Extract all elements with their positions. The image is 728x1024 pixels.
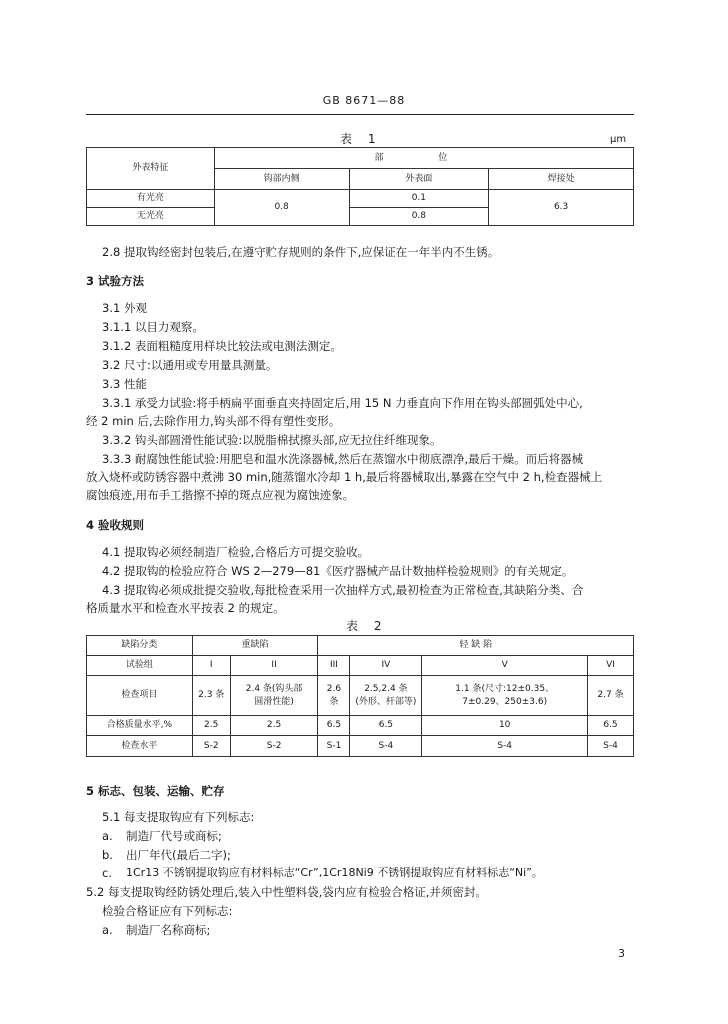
table1-hook-inner-value: 0.8 [214, 190, 349, 226]
clause-3-3: 3.3 性能 [102, 377, 147, 391]
clause-3-3-3-line3: 腐蚀痕迹,用布手工揩擦不掉的斑点应视为腐蚀迹象。 [86, 488, 355, 502]
table2-header-aql: 合格质量水平,% [87, 716, 193, 736]
table2-item: 2.6 条 [318, 676, 350, 716]
table2-level: S-4 [422, 736, 588, 757]
clause-5-1: 5.1 每支提取钩应有下列标志: [102, 810, 255, 824]
table2-aql: 6.5 [318, 716, 350, 736]
table2-item-line: 2.4 条(钩头部 [245, 684, 303, 695]
clause-2-8: 2.8 提取钩经密封包装后,在遵守贮存规则的条件下,应保证在一年半内不生锈。 [102, 245, 500, 259]
table2-group: II [230, 656, 318, 676]
table2-group: III [318, 656, 350, 676]
item-b-year: 出厂年代(最后二字); [126, 848, 231, 862]
table1-row-glossy: 有光亮 [87, 190, 215, 208]
page-number: 3 [618, 947, 625, 960]
table2-item-line: 圆滑性能) [254, 696, 294, 707]
clause-3-3-3-line1: 3.3.3 耐腐蚀性能试验:用肥皂和温水洗涤器械,然后在蒸馏水中彻底漂净,最后干燥。而后将器械 [102, 452, 584, 466]
table2-item-line: 2.5,2.4 条 [364, 684, 408, 695]
table1-header-outer: 外表面 [349, 169, 489, 190]
table2-item-line: 1.1 条(尺寸:12±0.35、 [455, 684, 555, 695]
table2-aql: 10 [422, 716, 588, 736]
table2-group: VI [588, 656, 634, 676]
table2-header-major: 重缺陷 [192, 636, 318, 656]
clause-3-1-2: 3.1.2 表面粗糙度用样块比较法或电测法测定。 [102, 339, 342, 353]
table1-header-weld: 焊接处 [489, 169, 634, 190]
table2-level: S-1 [318, 736, 350, 757]
table2-header-defect-class: 缺陷分类 [87, 636, 193, 656]
list-marker-c: c. [102, 866, 112, 880]
table2-header-minor: 轻 缺 陷 [318, 636, 634, 656]
table1-header-feature: 外表特征 [87, 148, 215, 190]
table2-item-line: (外形、杆部等) [355, 696, 417, 707]
clause-3-3-3-line2: 放入烧杯或防锈容器中煮沸 30 min,随蒸馏水冷却 1 h,最后将器械取出,暴露在空气中 2 h,检查器械上 [86, 470, 603, 484]
clause-4-2: 4.2 提取钩的检验应符合 WS 2—279—81《医疗器械产品计数抽样检验规则》的有关规定。 [102, 564, 574, 578]
clause-5-2: 5.2 每支提取钩经防锈处理后,装入中性塑料袋,袋内应有检验合格证,并须密封。 [86, 885, 487, 899]
table1-outer-glossy: 0.1 [349, 190, 489, 208]
table2-item-line: 7±0.29、250±3.6) [462, 696, 548, 707]
table2-item [230, 676, 318, 716]
table2-item: 2.3 条 [192, 676, 230, 716]
table2-level: S-2 [192, 736, 230, 757]
table1-header-hook-inner: 钩部内侧 [214, 169, 349, 190]
table2-item [422, 676, 588, 716]
table2-aql: 6.5 [588, 716, 634, 736]
table1-outer-matte: 0.8 [349, 208, 489, 226]
table2-item: 2.7 条 [588, 676, 634, 716]
table1-weld-value: 6.3 [489, 190, 634, 226]
clause-3-1: 3.1 外观 [102, 301, 147, 315]
section-4-title: 4 验收规则 [86, 518, 145, 532]
table2-level: S-2 [230, 736, 318, 757]
table1-unit: μm [610, 134, 627, 145]
table2-item [350, 676, 422, 716]
table2-group: I [192, 656, 230, 676]
item-a-manufacturer-code: 制造厂代号或商标; [126, 829, 222, 843]
table2-group: V [422, 656, 588, 676]
clause-4-1: 4.1 提取钩必须经制造厂检验,合格后方可提交验收。 [102, 545, 370, 559]
clause-3-1-1: 3.1.1 以目力观察。 [102, 320, 204, 334]
item-a-manufacturer-name: 制造厂名称商标; [126, 923, 211, 937]
table2-aql: 2.5 [192, 716, 230, 736]
table1-caption: 表 1 [340, 132, 382, 146]
table2-header-items: 检查项目 [87, 676, 193, 716]
clause-4-3-line2: 格质量水平和检查水平按表 2 的规定。 [86, 601, 285, 615]
table2-level: S-4 [588, 736, 634, 757]
clause-3-3-1-line1: 3.3.1 承受力试验:将手柄扁平面垂直夹持固定后,用 15 N 力垂直向下作用在钩头部圆弧处中心, [102, 396, 583, 410]
table2-aql: 6.5 [350, 716, 422, 736]
table2-aql: 2.5 [230, 716, 318, 736]
clause-3-3-2: 3.3.2 钩头部圆滑性能试验:以脱脂棉拭擦头部,应无拉住纤维现象。 [102, 433, 442, 447]
table1-header-part: 部 位 [214, 148, 633, 169]
table2-group: IV [350, 656, 422, 676]
list-marker-b: b. [102, 848, 113, 862]
clause-4-3-line1: 4.3 提取钩必须成批提交验收,每批检查采用一次抽样方式,最初检查为正常检查,其缺陷分类、合 [102, 583, 584, 597]
table2-header-level: 检查水平 [87, 736, 193, 757]
table2 [86, 635, 634, 757]
table2-header-test-group: 试验组 [87, 656, 193, 676]
table2-caption: 表 2 [346, 619, 388, 633]
list-marker-a: a. [102, 829, 113, 843]
certificate-marks-intro: 检验合格证应有下列标志: [102, 904, 233, 918]
list-marker-a-2: a. [102, 923, 113, 937]
clause-3-2: 3.2 尺寸:以通用或专用量具测量。 [102, 358, 278, 372]
table1 [86, 147, 634, 226]
item-c-material-mark: 1Cr13 不锈钢提取钩应有材料标志“Cr”,1Cr18Ni9 不锈钢提取钩应有材料标志“Ni”。 [126, 866, 543, 879]
header-rule [86, 114, 634, 115]
section-5-title: 5 标志、包装、运输、贮存 [86, 784, 225, 798]
standard-code: GB 8671—88 [322, 94, 406, 107]
table1-row-matte: 无光亮 [87, 208, 215, 226]
table2-level: S-4 [350, 736, 422, 757]
clause-3-3-1-line2: 经 2 min 后,去除作用力,钩头部不得有塑性变形。 [86, 414, 341, 428]
section-3-title: 3 试验方法 [86, 274, 145, 288]
